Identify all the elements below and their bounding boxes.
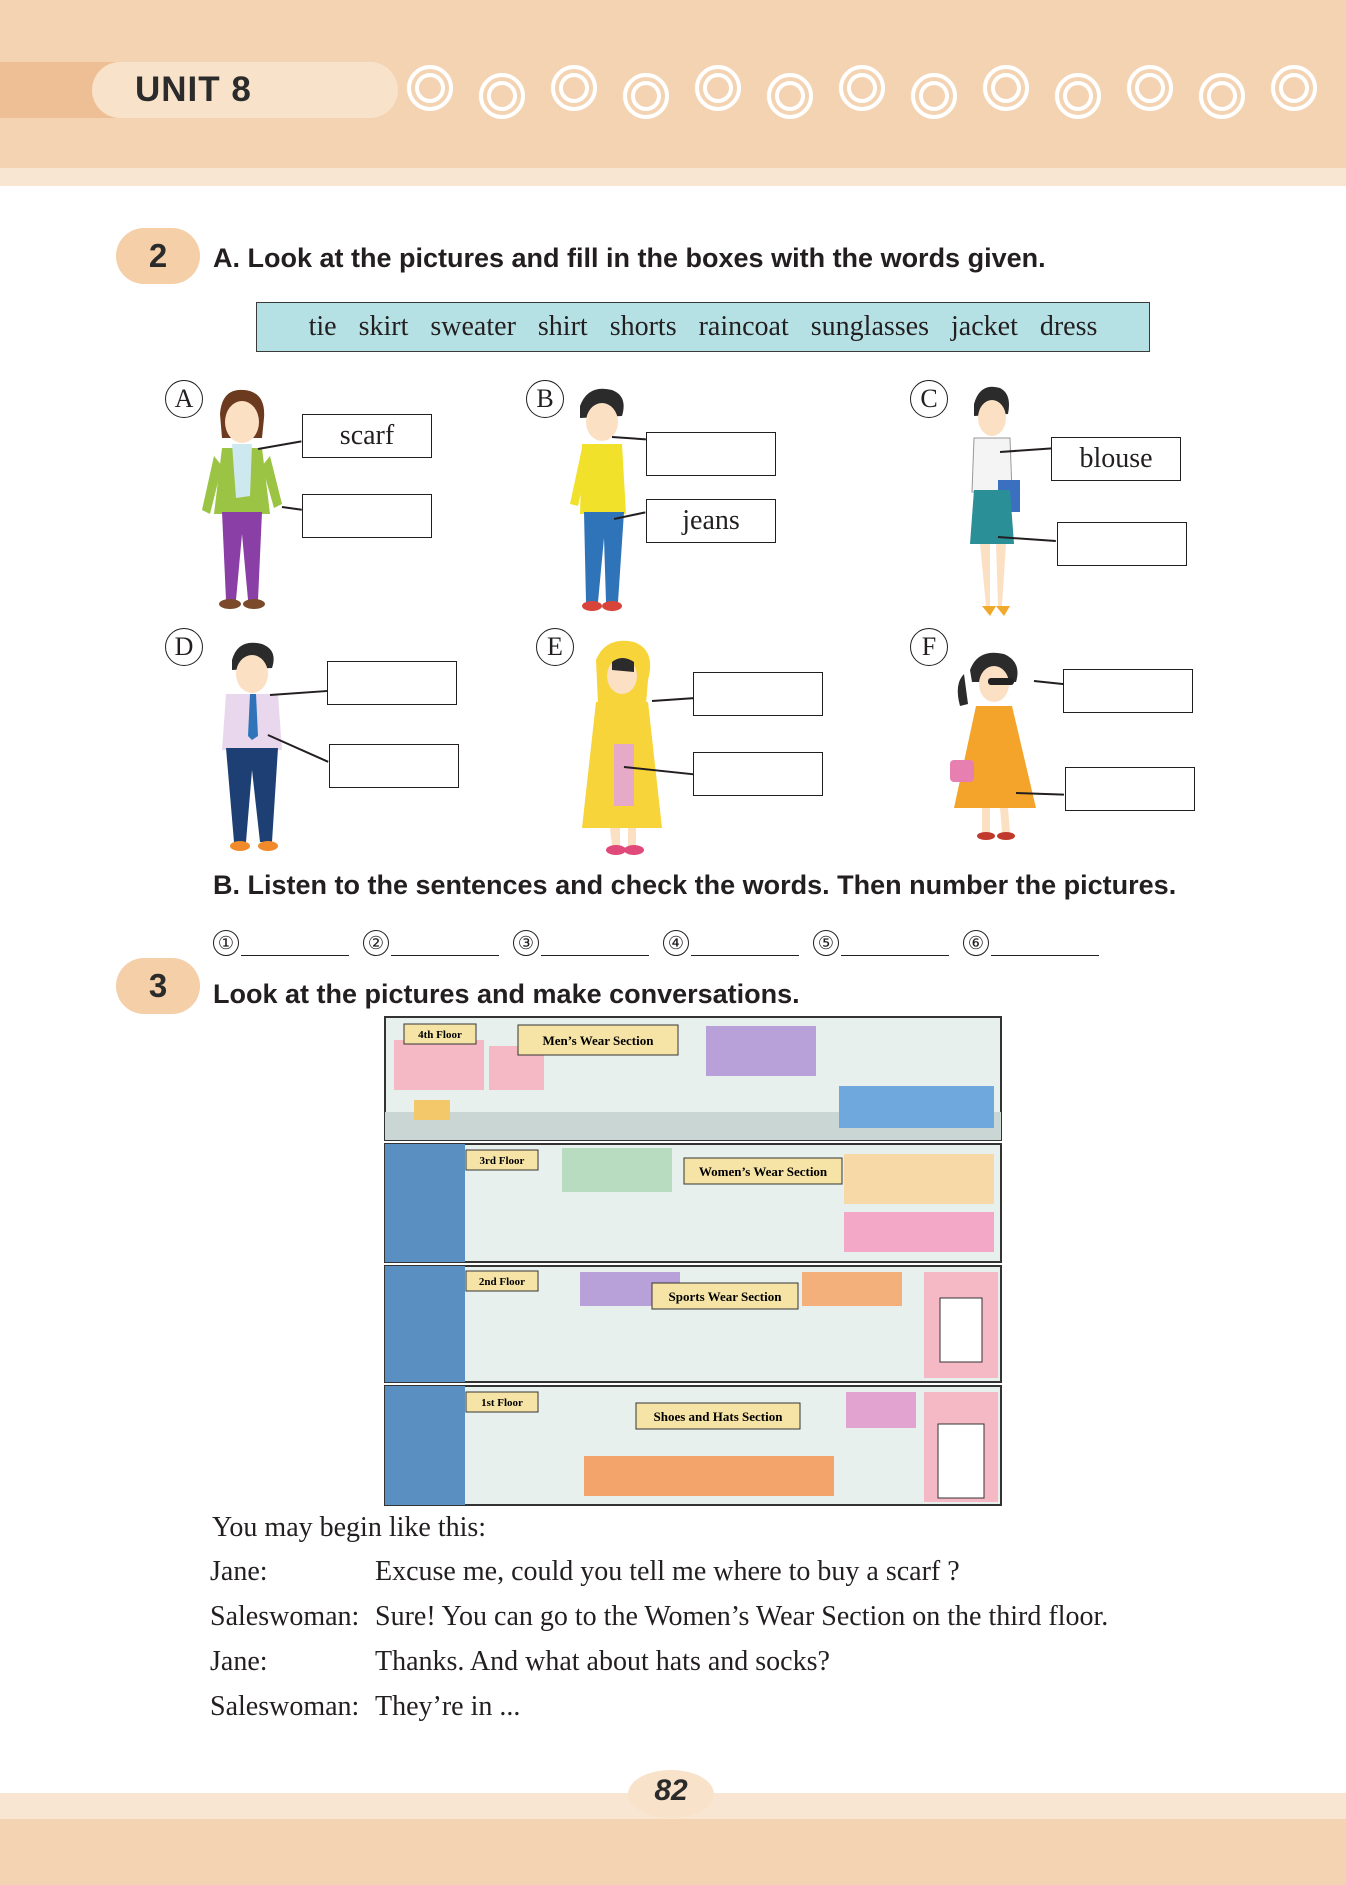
ring-icon — [409, 67, 451, 109]
answer-box-c2[interactable] — [1057, 522, 1187, 566]
floor-label: 2nd Floor — [478, 1276, 526, 1288]
girl-in-raincoat-illustration — [576, 640, 672, 858]
exercise-2-number: 2 — [116, 228, 200, 284]
ring-icon — [841, 67, 883, 109]
figure-letter-a: A — [165, 380, 203, 418]
numbering-blank — [513, 930, 649, 956]
answer-box-d2[interactable] — [329, 744, 459, 788]
dialogue-line: Excuse me, could you tell me where to buy a scarf ? — [375, 1556, 960, 1587]
blank-number: ① — [213, 930, 239, 956]
numbering-blanks — [213, 930, 1113, 956]
dialogue-line: Sure! You can go to the Women’s Wear Section on the third floor. — [375, 1601, 1109, 1632]
blank-number: ⑥ — [963, 930, 989, 956]
page-footer — [0, 1819, 1346, 1885]
dialogue-speaker: Jane: — [210, 1556, 268, 1587]
figure-letter-d: D — [165, 628, 203, 666]
decorative-rings — [400, 58, 1346, 128]
ring-icon — [985, 67, 1027, 109]
answer-box-e1[interactable] — [693, 672, 823, 716]
answer-box-d1[interactable] — [327, 661, 457, 705]
answer-box-f1[interactable] — [1063, 669, 1193, 713]
section-label: Women’s Wear Section — [698, 1164, 828, 1179]
dialogue-speaker: Saleswoman: — [210, 1601, 360, 1632]
blank-line[interactable] — [991, 930, 1099, 956]
numbering-blank — [213, 930, 349, 956]
numbering-blank — [363, 930, 499, 956]
girl-in-dress-illustration — [946, 648, 1042, 844]
word-bank-item: skirt — [358, 311, 409, 342]
word-bank-item: shirt — [537, 311, 588, 342]
answer-box-e2[interactable] — [693, 752, 823, 796]
floor-4-panel — [385, 1017, 1001, 1140]
floor-label: 1st Floor — [481, 1397, 523, 1409]
blank-line[interactable] — [391, 930, 499, 956]
woman-in-blouse-illustration — [956, 384, 1026, 620]
unit-title: UNIT 8 — [135, 70, 252, 109]
header-divider — [0, 168, 1346, 186]
exercise-2b-instruction: B. Listen to the sentences and check the words. Then number the pictures. — [213, 870, 1177, 900]
ring-icon — [1273, 67, 1315, 109]
answer-box-f2[interactable] — [1065, 767, 1195, 811]
answer-box-a1[interactable]: scarf — [302, 414, 432, 458]
word-bank-item: jacket — [951, 311, 1018, 342]
dialogue-intro: You may begin like this: — [212, 1512, 487, 1543]
section-label: Men’s Wear Section — [542, 1033, 654, 1048]
blank-number: ② — [363, 930, 389, 956]
dialogue-speaker: Saleswoman: — [210, 1691, 360, 1722]
ring-icon — [1057, 75, 1099, 117]
numbering-blank — [813, 930, 949, 956]
word-bank-item: sweater — [430, 311, 516, 342]
blank-line[interactable] — [241, 930, 349, 956]
ring-icon — [1201, 75, 1243, 117]
word-bank-item: shorts — [609, 311, 677, 342]
ring-icon — [553, 67, 595, 109]
ring-icon — [481, 75, 523, 117]
blank-line[interactable] — [541, 930, 649, 956]
exercise-3-instruction: Look at the pictures and make conversations. — [213, 979, 800, 1009]
section-label: Sports Wear Section — [668, 1289, 782, 1304]
blank-line[interactable] — [841, 930, 949, 956]
dialogue-line: They’re in ... — [375, 1691, 521, 1722]
exercise-3-number: 3 — [116, 958, 200, 1014]
numbering-blank — [663, 930, 799, 956]
ring-icon — [769, 75, 811, 117]
word-bank-item: tie — [308, 311, 337, 342]
word-bank-item: dress — [1039, 311, 1098, 342]
figure-letter-f: F — [910, 628, 948, 666]
answer-box-b2[interactable]: jeans — [646, 499, 776, 543]
department-store-illustration — [384, 1016, 1002, 1506]
blank-line[interactable] — [691, 930, 799, 956]
floor-label: 3rd Floor — [479, 1155, 525, 1167]
exercise-2a-instruction: A. Look at the pictures and fill in the boxes with the words given. — [213, 243, 1046, 273]
answer-box-a2[interactable] — [302, 494, 432, 538]
numbering-blank — [963, 930, 1099, 956]
blank-number: ③ — [513, 930, 539, 956]
answer-box-c1[interactable]: blouse — [1051, 437, 1181, 481]
figure-letter-b: B — [526, 380, 564, 418]
word-bank — [256, 302, 1150, 352]
ring-icon — [913, 75, 955, 117]
page-number: 82 — [654, 1774, 688, 1807]
ring-icon — [697, 67, 739, 109]
floor-label: 4th Floor — [418, 1029, 462, 1041]
girl-in-jacket-illustration — [192, 386, 292, 612]
ring-icon — [625, 75, 667, 117]
section-label: Shoes and Hats Section — [653, 1409, 783, 1424]
word-bank-item: sunglasses — [810, 311, 929, 342]
blank-number: ④ — [663, 930, 689, 956]
dialogue-line: Thanks. And what about hats and socks? — [375, 1646, 830, 1677]
dialogue-speaker: Jane: — [210, 1646, 268, 1677]
boy-in-sweater-illustration — [560, 386, 640, 616]
blank-number: ⑤ — [813, 930, 839, 956]
answer-box-b1[interactable] — [646, 432, 776, 476]
man-in-shirt-and-tie-illustration — [206, 640, 290, 852]
figure-letter-c: C — [910, 380, 948, 418]
figure-letter-e: E — [536, 628, 574, 666]
ring-icon — [1129, 67, 1171, 109]
word-bank-item: raincoat — [698, 311, 789, 342]
